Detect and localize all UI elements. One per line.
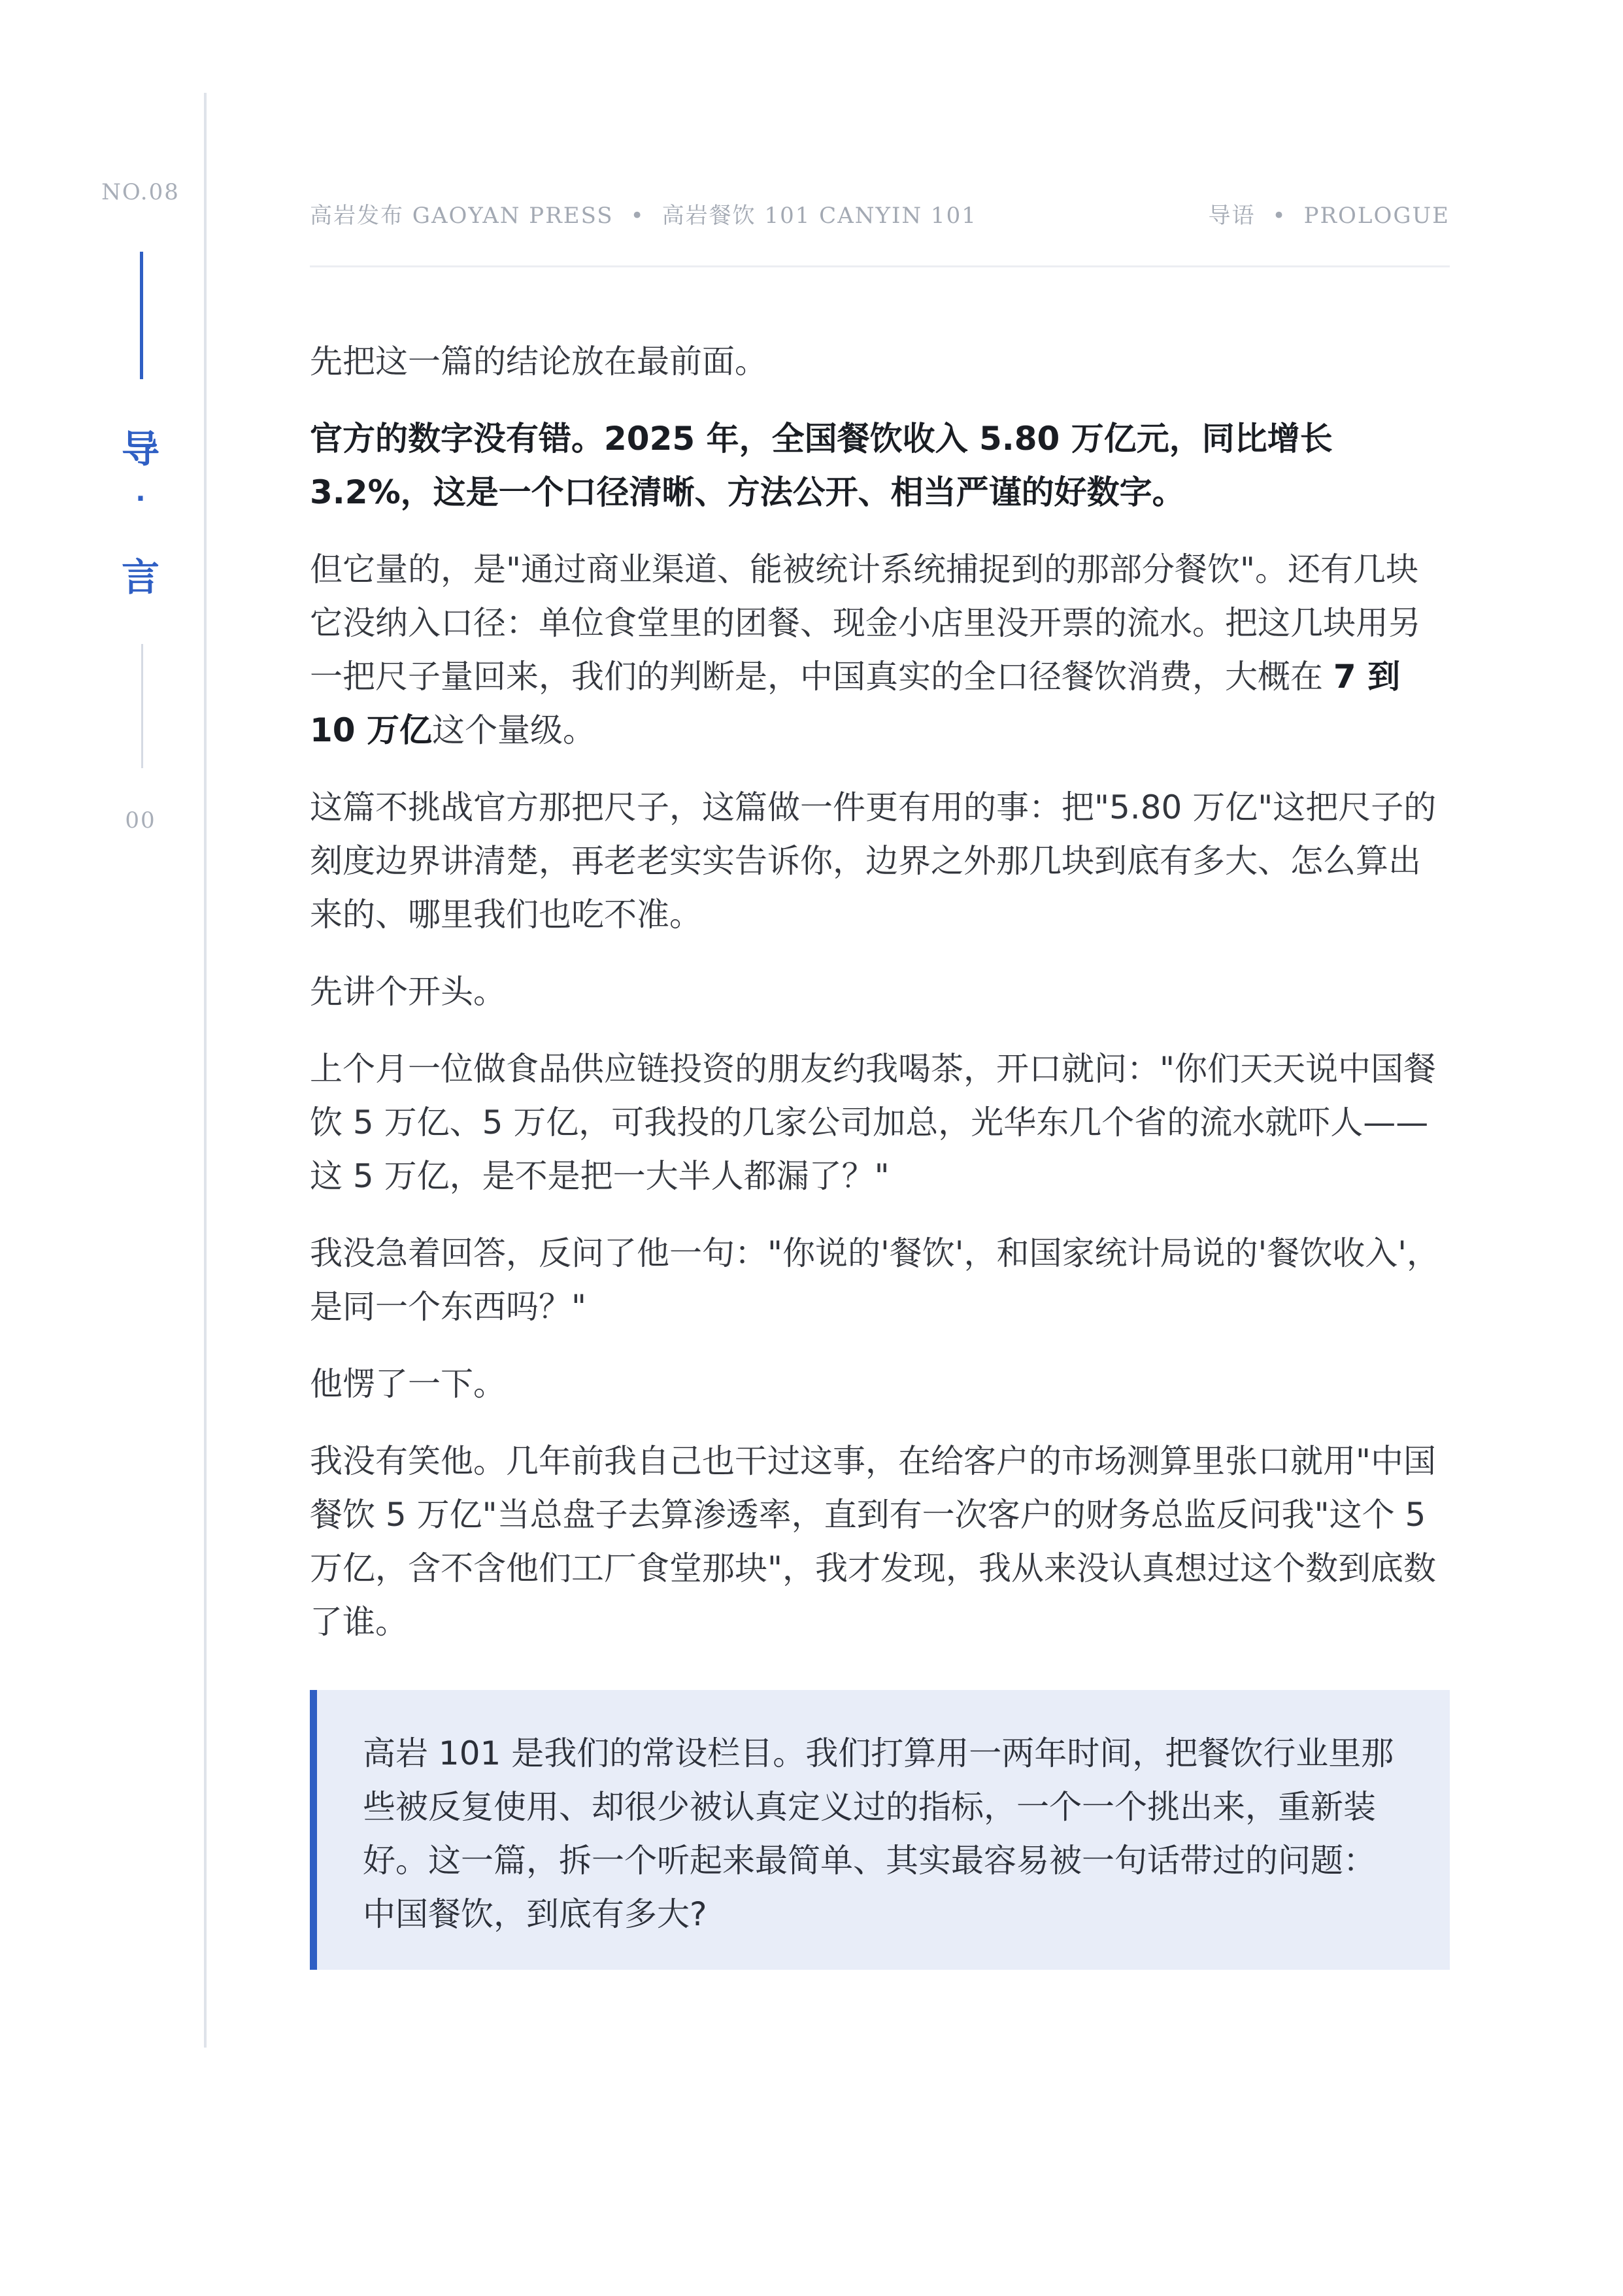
emphasis-range: 7 到 10 万亿: [310, 658, 1401, 749]
paragraph: 先把这一篇的结论放在最前面。: [310, 343, 767, 380]
paragraph: 我没急着回答，反问了他一句："你说的'餐饮'，和国家统计局说的'餐饮收入'，是同一个东西吗？": [310, 1234, 1439, 1326]
page-number: 00: [125, 807, 156, 834]
sidebar-thin-line: [141, 644, 143, 768]
running-header: [310, 197, 1450, 237]
page-rail: [204, 93, 207, 2048]
header-publisher: 高岩发布 GAOYAN PRESS: [310, 203, 614, 229]
key-conclusion: 官方的数字没有错。2025 年，全国餐饮收入 5.80 万亿元，同比增长 3.2%，这是一个口径清晰、方法公开、相当严谨的好数字。: [310, 420, 1333, 511]
paragraph: 上个月一位做食品供应链投资的朋友约我喝茶，开口就问："你们天天说中国餐饮 5 万亿、5 万亿，可我投的几家公司加总，光华东几个省的流水就吓人——这 5 万亿，是不是把一大半人都漏了？": [310, 1050, 1436, 1195]
header-right: [1209, 197, 1450, 229]
callout-text: 高岩 101 是我们的常设栏目。我们打算用一两年时间，把餐饮行业里那些被反复使用、却很少被认真定义过的指标，一个一个挑出来，重新装好。这一篇，拆一个听起来最简单、其实最容易被一句话带过的问题：中国餐饮，到底有多大?: [363, 1734, 1394, 1933]
header-divider: [310, 265, 1450, 267]
section-char-top: 导: [121, 427, 159, 471]
paragraph: 我没有笑他。几年前我自己也干过这事，在给客户的市场测算里张口就用"中国餐饮 5 万亿"当总盘子去算渗透率，直到有一次客户的财务总监反问我"这个 5 万亿，含不含他们工厂食堂那块"，我才发现，我从来没认真想过这个数到底数了谁。: [310, 1442, 1436, 1641]
paragraph-text: 这个量级。: [432, 711, 595, 749]
header-series: 高岩餐饮 101 CANYIN 101: [661, 203, 977, 229]
paragraph: 这篇不挑战官方那把尺子，这篇做一件更有用的事：把"5.80 万亿"这把尺子的刻度边界讲清楚，再老老实实告诉你，边界之外那几块到底有多大、怎么算出来的、哪里我们也吃不准。: [310, 788, 1437, 934]
header-separator: •: [630, 203, 645, 229]
section-char-bottom: 言: [121, 555, 159, 599]
paragraph-text: 但它量的，是"通过商业渠道、能被统计系统捕捉到的那部分餐饮"。还有几块它没纳入口径：单位食堂里的团餐、现金小店里没开票的流水。把这几块用另一把尺子量回来，我们的判断是，中国真实的全口径餐饮消费，大概在: [310, 550, 1421, 696]
issue-number: NO.08: [101, 179, 180, 205]
paragraph: 先讲个开头。: [310, 973, 506, 1011]
paragraph: [310, 543, 1450, 757]
sidebar-accent-line: [140, 252, 143, 379]
column-note-callout: [310, 1690, 1450, 1970]
section-char-dot: ·: [135, 484, 146, 514]
header-separator: •: [1272, 203, 1287, 229]
header-section-en: PROLOGUE: [1303, 203, 1450, 229]
header-section: 导语: [1208, 203, 1256, 229]
header-left: [310, 197, 977, 229]
article-body: [310, 335, 1450, 1672]
paragraph: 他愣了一下。: [310, 1365, 506, 1403]
